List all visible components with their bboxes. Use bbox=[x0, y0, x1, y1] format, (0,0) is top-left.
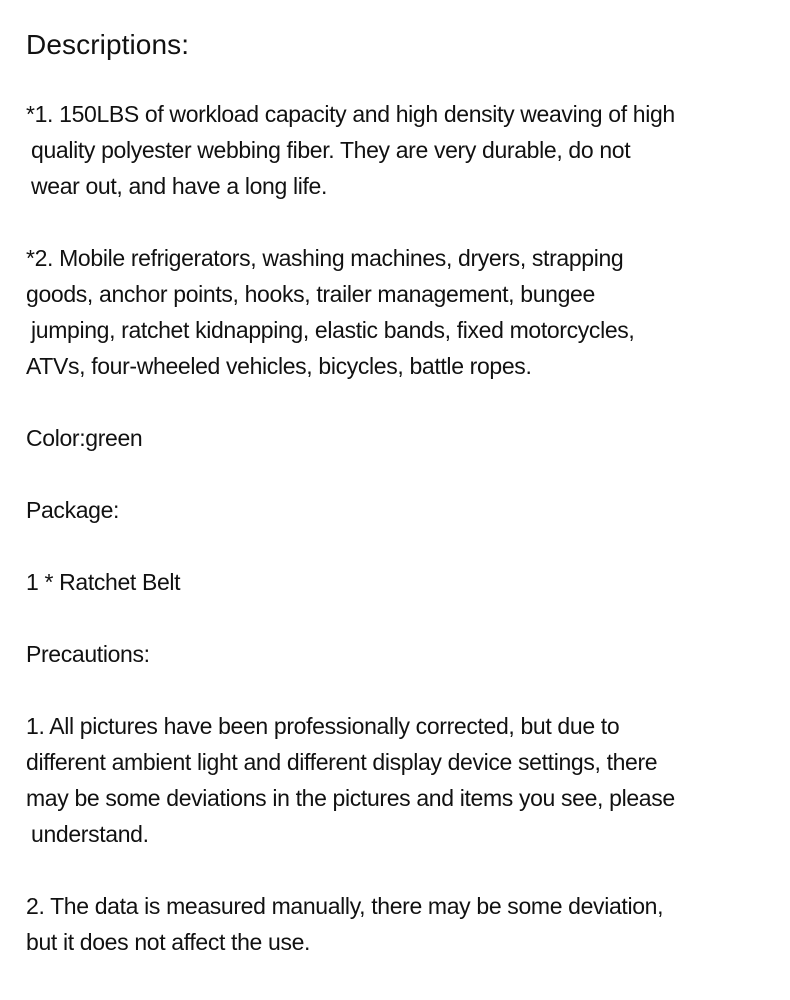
precaution-item-2-line-1: 2. The data is measured manually, there may be some deviation, bbox=[26, 893, 664, 919]
description-item-1-line-1: *1. 150LBS of workload capacity and high density weaving of high bbox=[26, 101, 675, 127]
precaution-item-1-line-2: different ambient light and different display device settings, there bbox=[26, 749, 658, 775]
precaution-item-1-line-3: may be some deviations in the pictures and items you see, please bbox=[26, 785, 675, 811]
description-item-2-line-2: goods, anchor points, hooks, trailer management, bungee bbox=[26, 281, 595, 307]
description-item-2-line-4: ATVs, four-wheeled vehicles, bicycles, battle ropes. bbox=[26, 353, 532, 379]
color-info: Color:green bbox=[26, 425, 143, 451]
package-item: 1 * Ratchet Belt bbox=[26, 569, 181, 595]
description-item-1-line-3: wear out, and have a long life. bbox=[31, 173, 328, 199]
precaution-item-2 bbox=[26, 888, 776, 960]
precautions-label: Precautions: bbox=[26, 641, 150, 667]
description-item-1 bbox=[26, 96, 776, 204]
precaution-item-1 bbox=[26, 708, 776, 852]
precaution-item-1-line-1: 1. All pictures have been professionally corrected, but due to bbox=[26, 713, 620, 739]
precaution-item-1-line-4: understand. bbox=[31, 821, 149, 847]
description-item-2 bbox=[26, 240, 776, 384]
package-label: Package: bbox=[26, 497, 120, 523]
description-item-2-line-1: *2. Mobile refrigerators, washing machines, dryers, strapping bbox=[26, 245, 624, 271]
description-item-1-line-2: quality polyester webbing fiber. They are very durable, do not bbox=[31, 137, 631, 163]
descriptions-heading: Descriptions: bbox=[26, 29, 190, 60]
description-item-2-line-3: jumping, ratchet kidnapping, elastic bands, fixed motorcycles, bbox=[31, 317, 635, 343]
precaution-item-2-line-2: but it does not affect the use. bbox=[26, 929, 311, 955]
